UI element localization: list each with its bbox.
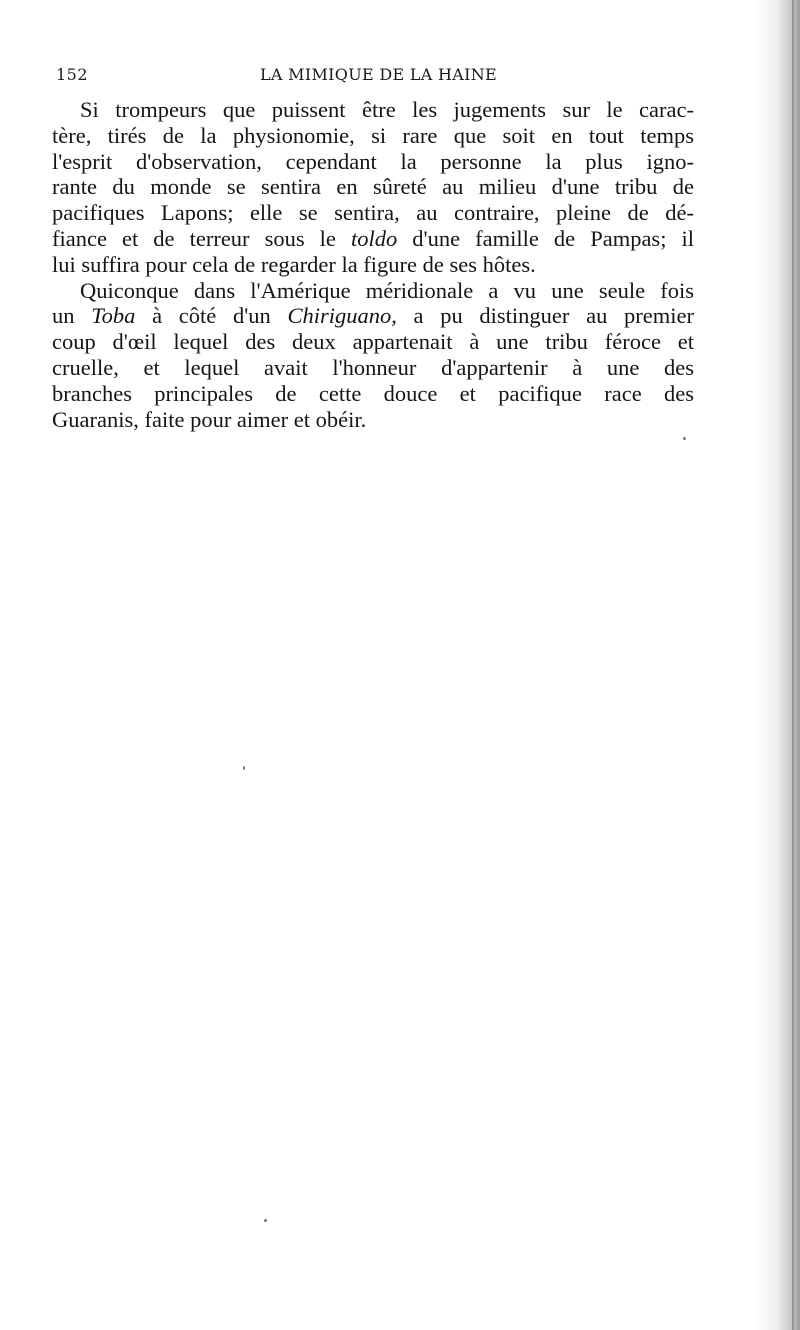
scan-speck xyxy=(264,1219,267,1222)
text-line: lui suffira pour cela de regarder la figure de ses hôtes. xyxy=(52,251,536,277)
scan-speck xyxy=(243,766,245,770)
italic-term: toldo xyxy=(350,225,398,251)
text-line: l'esprit d'observation, cependant la personne la plus igno- xyxy=(52,148,694,174)
italic-term: Chiriguano, xyxy=(287,303,397,329)
text-line: cruelle, et lequel avait l'honneur d'appartenir à une des xyxy=(52,354,694,380)
running-title: LA MIMIQUE DE LA HAINE xyxy=(260,65,498,84)
page-edge-line xyxy=(792,0,794,1330)
text-line: branches principales de cette douce et pacifique race des xyxy=(52,380,694,406)
text-line: coup d'œil lequel des deux appartenait à une tribu féroce et xyxy=(52,329,694,355)
text-line: Si trompeurs que puissent être les jugements sur le carac- xyxy=(80,97,694,122)
text-line: Quiconque dans l'Amérique méridionale a vu une seule fois xyxy=(80,277,694,303)
scan-speck xyxy=(683,437,686,440)
text-line: tère, tirés de la physionomie, si rare que soit en tout temps xyxy=(52,122,694,148)
running-header xyxy=(56,60,696,90)
text-line: fiance et de terreur sous le toldo d'une famille de Pampas; il xyxy=(52,225,694,251)
text-line: un Toba à côté d'un Chiriguano, a pu distinguer au premier xyxy=(52,303,695,329)
body-text xyxy=(52,97,694,432)
text-line: pacifiques Lapons; elle se sentira, au contraire, pleine de dé- xyxy=(52,200,694,226)
text-line: Guaranis, faite pour aimer et obéir. xyxy=(52,406,367,432)
text-line: rante du monde se sentira en sûreté au milieu d'une tribu de xyxy=(52,174,694,200)
page-number: 152 xyxy=(56,65,89,84)
italic-term: Toba xyxy=(91,303,136,329)
